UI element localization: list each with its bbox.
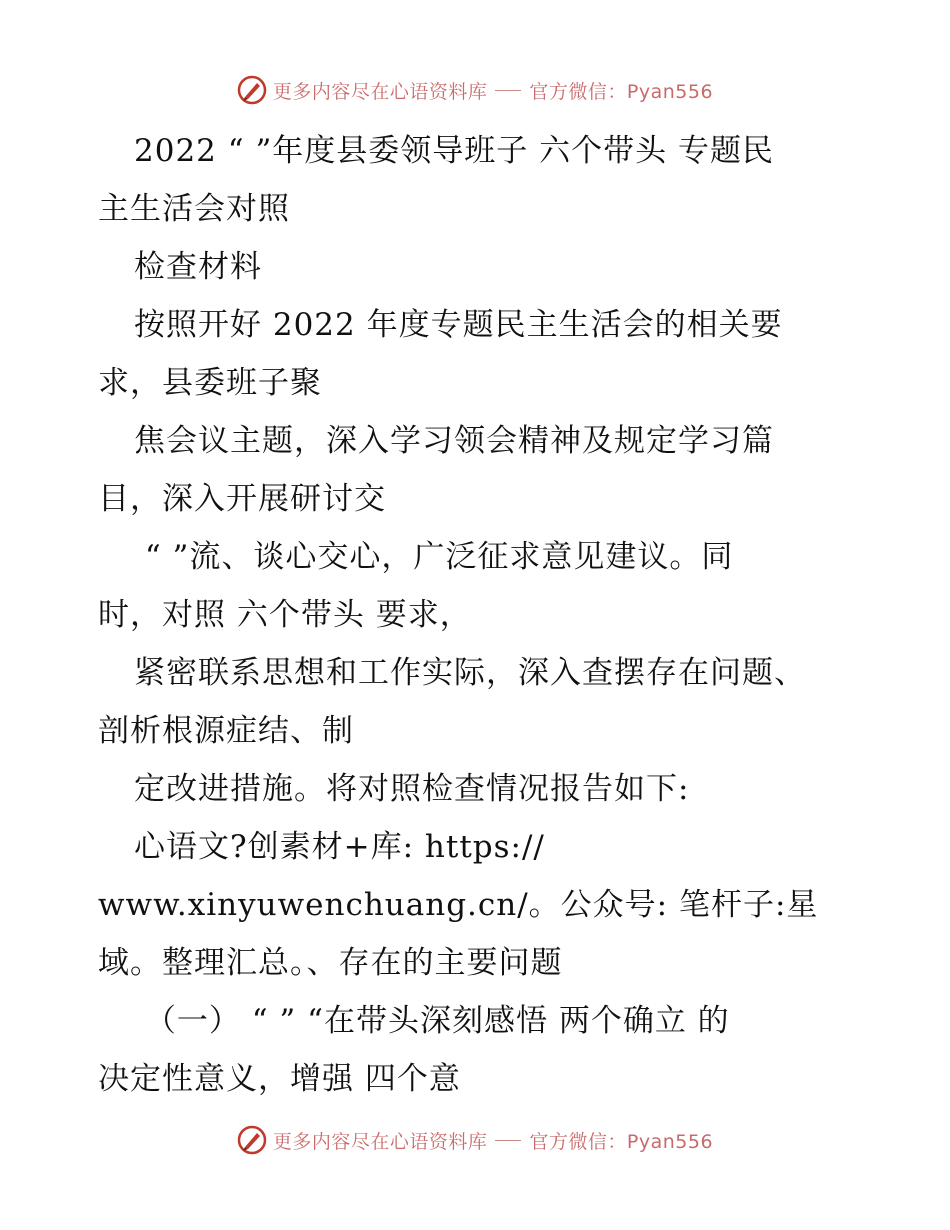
watermark-text: 更多内容尽在心语资料库 [272,80,488,103]
watermark-suffix: 官方微信：Pyan556 [529,80,714,103]
text-line: 心语文?创素材+库: https:// [134,829,545,865]
watermark-dash [495,90,521,91]
header-watermark [0,70,950,110]
text-line: “ ”流、谈心交心，广泛征求意见建议。同 [134,539,734,575]
text-line: 剖析根源症结、制 [98,713,354,749]
pen-logo-icon [237,1125,267,1155]
text-line: 按照开好 2022 年度专题民主生活会的相关要 [134,307,783,343]
watermark-text: 更多内容尽在心语资料库 [272,1130,488,1153]
text-line: 紧密联系思想和工作实际，深入查摆存在问题、 [134,655,806,691]
text-line: （一） “ ” “在带头深刻感悟 两个确立 的 [134,1003,730,1039]
text-line: 主生活会对照 [98,191,290,227]
text-line: 检查材料 [134,249,262,285]
text-line: 2022 “ ”年度县委领导班子 六个带头 专题民 [134,133,775,169]
watermark-dash [495,1140,521,1141]
text-line: 时，对照 六个带头 要求， [98,597,472,633]
text-line: 焦会议主题，深入学习领会精神及规定学习篇 [134,423,774,459]
footer-watermark [0,1120,950,1160]
text-line: 定改进措施。将对照检查情况报告如下: [134,771,690,807]
document-body [98,122,888,1108]
text-line: 域。整理汇总。、存在的主要问题 [98,945,563,981]
text-line: 求，县委班子聚 [98,365,322,401]
text-line: www.xinyuwenchuang.cn/。公众号: 笔杆子:星 [98,887,819,923]
watermark-suffix: 官方微信：Pyan556 [529,1130,714,1153]
pen-logo-icon [237,75,267,105]
text-line: 目，深入开展研讨交 [98,481,386,517]
text-line: 决定性意义，增强 四个意 [98,1061,461,1097]
